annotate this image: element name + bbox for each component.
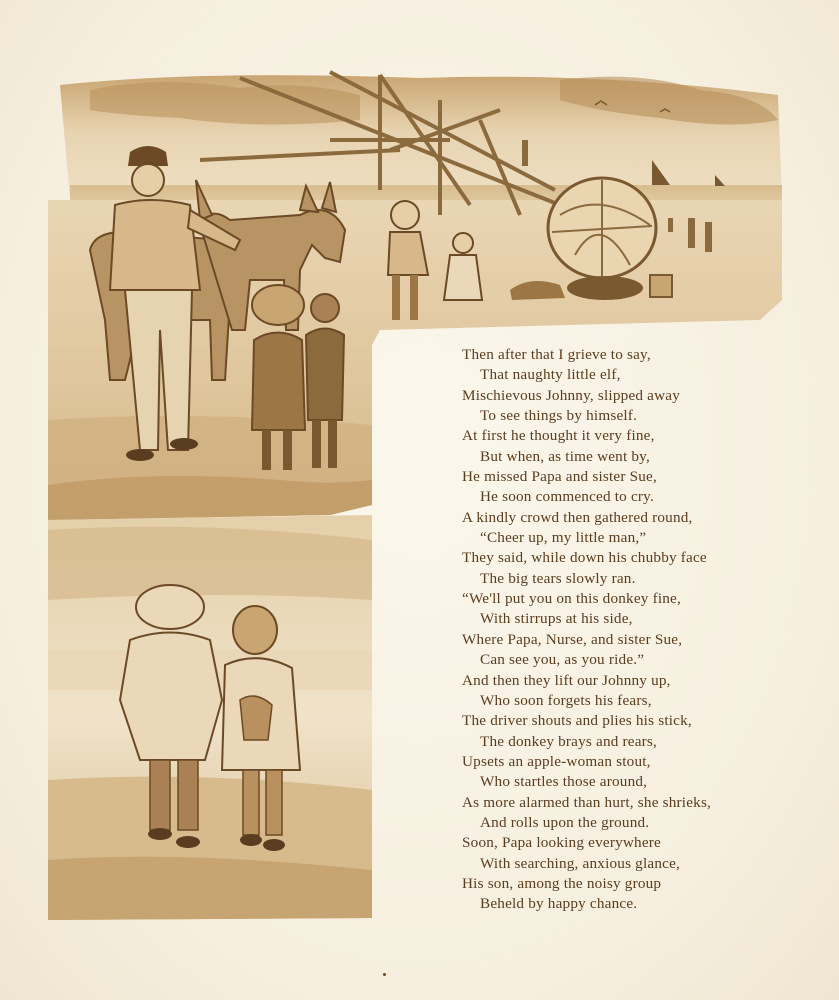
poem-line: With searching, anxious glance, — [480, 854, 681, 872]
poem-line: The donkey brays and rears, — [480, 732, 658, 750]
poem-line: Beheld by happy chance. — [480, 895, 638, 913]
poem-line: Upsets an apple-woman stout, — [462, 752, 651, 770]
poem-line: “Cheer up, my little man,” — [480, 529, 647, 547]
poem-line: They said, while down his chubby face — [462, 549, 707, 567]
poem-line: The driver shouts and plies his stick, — [462, 712, 692, 730]
poem-line: To see things by himself. — [480, 407, 638, 425]
poem-line: But when, as time went by, — [480, 447, 650, 465]
poem-line: That naughty little elf, — [480, 366, 621, 384]
poem-line: With stirrups at his side, — [480, 610, 633, 628]
page-mark — [383, 973, 386, 976]
poem-line: The big tears slowly ran. — [480, 569, 636, 587]
poem-line: Where Papa, Nurse, and sister Sue, — [462, 630, 683, 648]
poem-line: And then they lift our Johnny up, — [462, 671, 671, 689]
poem-line: As more alarmed than hurt, she shrieks, — [462, 793, 712, 811]
poem-line: His son, among the noisy group — [462, 874, 662, 892]
poem-line: At first he thought it very fine, — [462, 427, 655, 445]
poem-line: Who soon forgets his fears, — [480, 691, 652, 709]
poem-line: A kindly crowd then gathered round, — [462, 508, 693, 526]
bottom-scene — [48, 515, 372, 920]
poem-line: Mischievous Johnny, slipped away — [462, 386, 681, 404]
poem-line: Soon, Papa looking everywhere — [462, 834, 661, 852]
poem-line: Can see you, as you ride.” — [480, 651, 645, 669]
poem-line: And rolls upon the ground. — [480, 813, 650, 831]
poem-line: He soon commenced to cry. — [480, 488, 654, 506]
poem-line: Then after that I grieve to say, — [462, 346, 651, 363]
poem-line: Who startles those around, — [480, 773, 648, 791]
poem-text — [462, 345, 822, 915]
poem-line: He missed Papa and sister Sue, — [462, 468, 657, 486]
poem-line: “We'll put you on this donkey fine, — [462, 590, 681, 608]
